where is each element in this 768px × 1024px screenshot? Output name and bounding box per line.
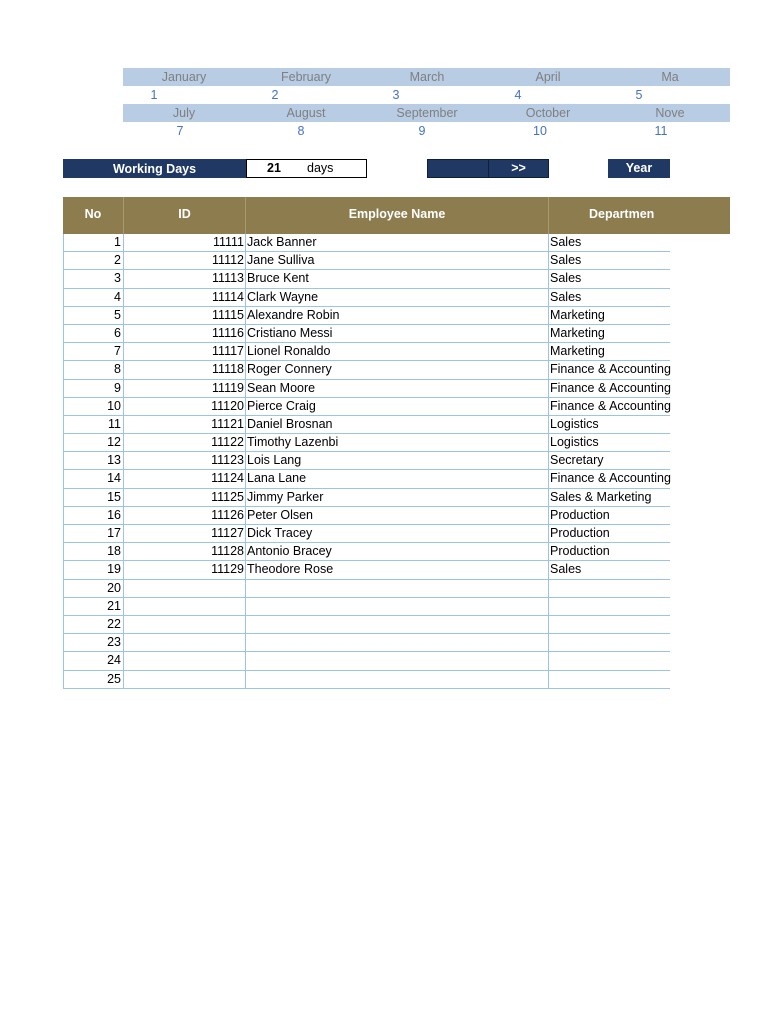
cell-id[interactable]: 11117 [124,343,246,360]
cell-no[interactable]: 22 [63,616,124,633]
cell-employee-name[interactable]: Dick Tracey [246,525,549,542]
cell-employee-name[interactable]: Theodore Rose [246,561,549,578]
table-row [63,325,670,343]
cell-id[interactable]: 11121 [124,416,246,433]
table-row [63,634,670,652]
cell-department[interactable] [549,580,670,597]
month-number-10[interactable]: 10 [533,124,547,138]
month-july[interactable]: July [172,106,196,120]
cell-id[interactable]: 11126 [124,507,246,524]
working-days-value: 21 [267,161,281,175]
table-row [63,452,670,470]
table-row [63,507,670,525]
cell-id[interactable]: 11116 [124,325,246,342]
cell-employee-name[interactable]: Clark Wayne [246,289,549,306]
cell-id[interactable]: 11124 [124,470,246,487]
table-row [63,489,670,507]
cell-department[interactable]: Finance & Accounting [550,380,671,395]
month-numbers-bottom [123,122,730,140]
cell-employee-name[interactable]: Cristiano Messi [246,325,549,342]
cell-department[interactable]: Sales [550,271,582,286]
cell-no[interactable]: 20 [63,580,124,597]
month-march[interactable]: March [409,70,445,84]
cell-department[interactable]: Finance & Accounting [550,398,671,413]
cell-no[interactable]: 19 [63,561,124,578]
cell-id[interactable] [124,580,246,597]
cell-id[interactable] [124,616,246,633]
table-row [63,343,670,361]
cell-id[interactable] [124,634,246,651]
cell-no[interactable]: 7 [63,343,124,360]
cell-employee-name[interactable] [246,634,549,651]
cell-no[interactable]: 14 [63,470,124,487]
working-days-field[interactable] [246,159,367,178]
month-number-2[interactable]: 2 [271,88,279,102]
cell-employee-name[interactable]: Jack Banner [246,234,549,251]
column-header-no[interactable]: No [63,197,124,234]
cell-employee-name[interactable]: Lana Lane [246,470,549,487]
cell-department[interactable]: Sales [550,289,582,304]
cell-employee-name[interactable]: Antonio Bracey [246,543,549,560]
month-may[interactable]: Ma [661,70,679,84]
cell-no[interactable]: 15 [63,489,124,506]
table-row [63,380,670,398]
month-number-4[interactable]: 4 [514,88,522,102]
next-button[interactable]: >> [511,161,526,175]
cell-no[interactable]: 4 [63,289,124,306]
cell-no[interactable]: 1 [63,234,124,251]
cell-id[interactable] [124,671,246,688]
month-october[interactable]: October [525,106,571,120]
table-row [63,652,670,670]
month-number-9[interactable]: 9 [418,124,426,138]
month-number-5[interactable]: 5 [635,88,643,102]
cell-employee-name[interactable]: Pierce Craig [246,398,549,415]
cell-id[interactable]: 11123 [124,452,246,469]
table-row [63,361,670,379]
table-row [63,598,670,616]
cell-id[interactable]: 11119 [124,380,246,397]
table-row [63,616,670,634]
cell-no[interactable]: 10 [63,398,124,415]
year-button[interactable]: Year [608,159,670,178]
month-navigation [427,159,549,178]
table-header [63,197,730,234]
column-header-id[interactable]: ID [124,197,246,234]
month-february[interactable]: February [280,70,332,84]
table-row [63,525,670,543]
column-header-department[interactable]: Departmen [589,207,655,221]
cell-id[interactable]: 11111 [124,234,246,251]
table-row [63,470,670,488]
cell-id[interactable]: 11112 [124,252,246,269]
month-september[interactable]: September [396,106,458,120]
cell-no[interactable]: 13 [63,452,124,469]
cell-no[interactable]: 17 [63,525,124,542]
cell-department[interactable]: Production [550,526,610,540]
cell-employee-name[interactable]: Jane Sulliva [246,252,549,269]
month-number-3[interactable]: 3 [392,88,400,102]
cell-no[interactable]: 3 [63,270,124,287]
cell-employee-name[interactable]: Alexandre Robin [246,307,549,324]
cell-no[interactable]: 12 [63,434,124,451]
cell-no[interactable]: 5 [63,307,124,324]
cell-employee-name[interactable]: Sean Moore [246,380,549,397]
cell-employee-name[interactable]: Lois Lang [246,452,549,469]
cell-department[interactable]: Sales & Marketing [550,489,652,504]
table-row [63,543,670,561]
column-header-employee-name[interactable]: Employee Name [246,197,549,234]
month-number-8[interactable]: 8 [297,124,305,138]
cell-department[interactable] [549,616,670,633]
cell-employee-name[interactable] [246,616,549,633]
table-row [63,252,670,270]
cell-employee-name[interactable]: Peter Olsen [246,507,549,524]
month-number-7[interactable]: 7 [176,124,184,138]
month-numbers-top [123,86,730,104]
cell-department[interactable] [549,652,670,669]
cell-employee-name[interactable]: Lionel Ronaldo [246,343,549,360]
month-band-bottom [123,104,730,122]
cell-id[interactable]: 11129 [124,561,246,578]
cell-id[interactable]: 11113 [124,270,246,287]
month-number-1[interactable]: 1 [150,88,158,102]
cell-department[interactable] [549,671,670,688]
cell-department[interactable]: Sales [550,235,582,249]
cell-no[interactable]: 9 [63,380,124,397]
cell-no[interactable]: 6 [63,325,124,342]
cell-employee-name[interactable]: Timothy Lazenbi [246,434,549,451]
table-row [63,416,670,434]
cell-id[interactable]: 11127 [124,525,246,542]
table-row [63,561,670,579]
cell-id[interactable] [124,598,246,615]
cell-no[interactable]: 11 [63,416,124,433]
cell-employee-name[interactable] [246,580,549,597]
working-days-label: Working Days [63,159,246,178]
table-row [63,270,670,288]
cell-department[interactable]: Production [550,507,610,522]
employee-table-body [63,234,670,689]
table-row [63,234,670,252]
cell-id[interactable]: 11122 [124,434,246,451]
table-row [63,671,670,689]
cell-employee-name[interactable] [246,652,549,669]
cell-department[interactable]: Finance & Accounting [550,362,671,377]
cell-department[interactable] [549,598,670,615]
cell-no[interactable]: 8 [63,361,124,378]
cell-department[interactable]: Marketing [550,344,605,359]
cell-employee-name[interactable]: Jimmy Parker [246,489,549,506]
cell-no[interactable]: 2 [63,252,124,269]
cell-department[interactable]: Secretary [550,453,604,468]
cell-department[interactable]: Marketing [550,325,605,340]
table-row [63,398,670,416]
cell-department[interactable]: Logistics [550,416,599,431]
cell-no[interactable]: 16 [63,507,124,524]
month-january[interactable]: January [161,70,207,84]
month-november[interactable]: Nove [655,106,685,120]
table-row [63,434,670,452]
working-days-unit: days [307,161,334,175]
cell-id[interactable]: 11120 [124,398,246,415]
table-row [63,289,670,307]
cell-employee-name[interactable] [246,671,549,688]
cell-id[interactable]: 11115 [124,307,246,324]
cell-no[interactable]: 21 [63,598,124,615]
cell-id[interactable]: 11114 [124,289,246,306]
cell-department[interactable]: Production [550,544,610,559]
cell-employee-name[interactable]: Bruce Kent [246,270,549,287]
cell-no[interactable]: 18 [63,543,124,560]
cell-id[interactable] [124,652,246,669]
cell-employee-name[interactable]: Daniel Brosnan [246,416,549,433]
table-row [63,580,670,598]
cell-employee-name[interactable] [246,598,549,615]
month-band-top [123,68,730,86]
table-row [63,307,670,325]
month-august[interactable]: August [286,106,326,120]
previous-button[interactable] [428,160,488,177]
cell-no[interactable]: 23 [63,634,124,651]
cell-no[interactable]: 25 [63,671,124,688]
month-number-11[interactable]: 11 [654,124,668,138]
cell-employee-name[interactable]: Roger Connery [246,361,549,378]
cell-id[interactable]: 11128 [124,543,246,560]
cell-no[interactable]: 24 [63,652,124,669]
cell-department[interactable] [549,634,670,651]
month-april[interactable]: April [535,70,561,84]
cell-department[interactable]: Logistics [550,435,599,450]
cell-id[interactable]: 11125 [124,489,246,506]
cell-department[interactable]: Marketing [550,307,605,322]
cell-department[interactable]: Sales [550,253,582,268]
cell-department[interactable]: Sales [550,562,582,577]
cell-id[interactable]: 11118 [124,361,246,378]
cell-department[interactable]: Finance & Accounting [550,471,671,486]
